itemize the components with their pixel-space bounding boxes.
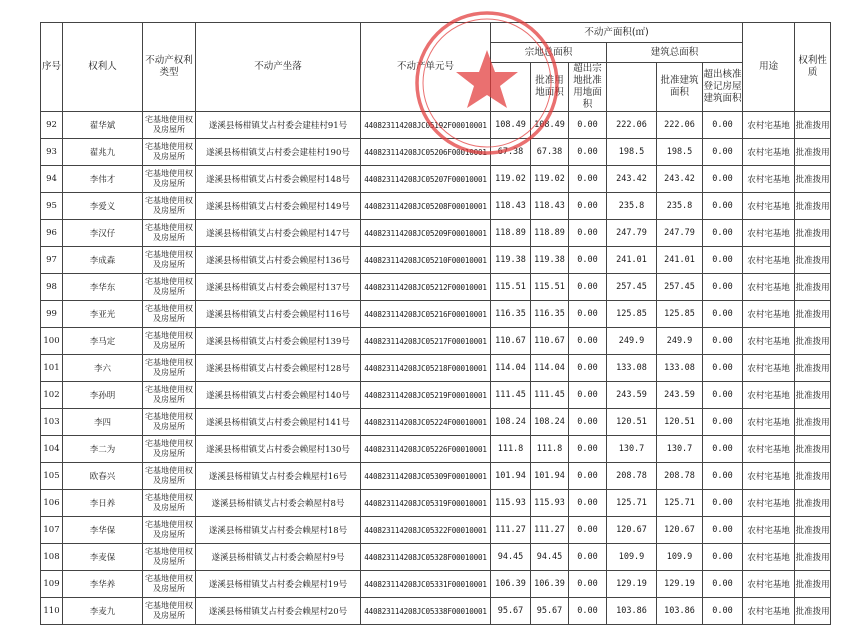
cell-approved-building: 249.9	[657, 328, 703, 355]
cell-nature: 批准拨用	[795, 355, 831, 382]
cell-land-area: 111.27	[491, 517, 531, 544]
cell-excess-land: 0.00	[569, 247, 607, 274]
cell-unit-no: 440823114208JC05206F00010001	[361, 139, 491, 166]
cell-approved-building: 198.5	[657, 139, 703, 166]
cell-approved-land: 118.89	[531, 220, 569, 247]
cell-approved-land: 111.8	[531, 436, 569, 463]
cell-right-type: 宅基地使用权及房屋所	[143, 544, 196, 571]
cell-holder: 李日养	[63, 490, 143, 517]
cell-approved-land: 111.27	[531, 517, 569, 544]
cell-excess-building: 0.00	[703, 436, 743, 463]
cell-location: 遂溪县杨柑镇艾占村委会赖屋村141号	[196, 409, 361, 436]
header-seq: 序号	[41, 23, 63, 112]
cell-excess-land: 0.00	[569, 571, 607, 598]
cell-approved-land: 101.94	[531, 463, 569, 490]
cell-approved-land: 116.35	[531, 301, 569, 328]
cell-excess-building: 0.00	[703, 598, 743, 625]
cell-excess-building: 0.00	[703, 112, 743, 139]
cell-seq: 99	[41, 301, 63, 328]
cell-right-type: 宅基地使用权及房屋所	[143, 274, 196, 301]
cell-usage: 农村宅基地	[743, 409, 795, 436]
cell-nature: 批准拨用	[795, 517, 831, 544]
cell-building-area: 241.01	[607, 247, 657, 274]
table-row	[41, 490, 831, 517]
cell-seq: 97	[41, 247, 63, 274]
cell-excess-building: 0.00	[703, 247, 743, 274]
cell-excess-building: 0.00	[703, 301, 743, 328]
cell-excess-land: 0.00	[569, 274, 607, 301]
cell-seq: 103	[41, 409, 63, 436]
cell-location: 遂溪县杨柑镇艾占村委会赖屋村116号	[196, 301, 361, 328]
cell-building-area: 120.67	[607, 517, 657, 544]
cell-right-type: 宅基地使用权及房屋所	[143, 517, 196, 544]
cell-land-area: 116.35	[491, 301, 531, 328]
cell-usage: 农村宅基地	[743, 598, 795, 625]
cell-land-area: 118.89	[491, 220, 531, 247]
cell-right-type: 宅基地使用权及房屋所	[143, 382, 196, 409]
cell-right-type: 宅基地使用权及房屋所	[143, 328, 196, 355]
cell-right-type: 宅基地使用权及房屋所	[143, 301, 196, 328]
cell-usage: 农村宅基地	[743, 166, 795, 193]
header-nature: 权利性质	[795, 23, 831, 112]
cell-approved-building: 222.06	[657, 112, 703, 139]
cell-approved-land: 119.02	[531, 166, 569, 193]
cell-location: 遂溪县杨柑镇艾占村委会赖屋村130号	[196, 436, 361, 463]
header-land-area: 宗地总面积	[491, 43, 607, 63]
cell-building-area: 208.78	[607, 463, 657, 490]
header-excess-land: 超出宗地批准用地面积	[569, 63, 607, 112]
table-row	[41, 166, 831, 193]
cell-approved-land: 106.39	[531, 571, 569, 598]
cell-approved-building: 208.78	[657, 463, 703, 490]
header-area-group: 不动产面积(㎡)	[491, 23, 743, 43]
cell-holder: 翟华斌	[63, 112, 143, 139]
cell-building-area: 109.9	[607, 544, 657, 571]
cell-land-area: 94.45	[491, 544, 531, 571]
cell-usage: 农村宅基地	[743, 139, 795, 166]
header-unit-no: 不动产单元号	[361, 23, 491, 112]
cell-approved-building: 243.42	[657, 166, 703, 193]
cell-nature: 批准拨用	[795, 409, 831, 436]
cell-approved-building: 243.59	[657, 382, 703, 409]
cell-location: 遂溪县杨柑镇艾占村委会赖屋村139号	[196, 328, 361, 355]
cell-land-area: 110.67	[491, 328, 531, 355]
cell-land-area: 111.8	[491, 436, 531, 463]
cell-right-type: 宅基地使用权及房屋所	[143, 139, 196, 166]
cell-location: 遂溪县杨柑镇艾占村委会赖屋村140号	[196, 382, 361, 409]
cell-building-area: 249.9	[607, 328, 657, 355]
cell-approved-building: 235.8	[657, 193, 703, 220]
cell-holder: 李伟才	[63, 166, 143, 193]
cell-excess-building: 0.00	[703, 166, 743, 193]
cell-excess-land: 0.00	[569, 112, 607, 139]
cell-nature: 批准拨用	[795, 463, 831, 490]
cell-excess-building: 0.00	[703, 274, 743, 301]
cell-unit-no: 440823114208JC05328F00010001	[361, 544, 491, 571]
table-row	[41, 112, 831, 139]
table-body	[41, 112, 831, 625]
table-row	[41, 544, 831, 571]
cell-excess-building: 0.00	[703, 517, 743, 544]
cell-location: 遂溪县杨柑镇艾占村委会赖屋村149号	[196, 193, 361, 220]
cell-usage: 农村宅基地	[743, 517, 795, 544]
cell-nature: 批准拨用	[795, 301, 831, 328]
cell-usage: 农村宅基地	[743, 301, 795, 328]
cell-building-area: 133.08	[607, 355, 657, 382]
cell-approved-land: 111.45	[531, 382, 569, 409]
cell-land-area: 111.45	[491, 382, 531, 409]
cell-seq: 100	[41, 328, 63, 355]
cell-unit-no: 440823114208JC05331F00010001	[361, 571, 491, 598]
cell-right-type: 宅基地使用权及房屋所	[143, 220, 196, 247]
cell-nature: 批准拨用	[795, 247, 831, 274]
cell-location: 遂溪县杨柑镇艾占村委会赖屋村137号	[196, 274, 361, 301]
cell-nature: 批准拨用	[795, 598, 831, 625]
cell-building-area: 120.51	[607, 409, 657, 436]
cell-usage: 农村宅基地	[743, 382, 795, 409]
cell-holder: 李华养	[63, 571, 143, 598]
cell-excess-land: 0.00	[569, 382, 607, 409]
cell-usage: 农村宅基地	[743, 328, 795, 355]
cell-approved-land: 95.67	[531, 598, 569, 625]
cell-approved-building: 133.08	[657, 355, 703, 382]
cell-usage: 农村宅基地	[743, 490, 795, 517]
header-location: 不动产坐落	[196, 23, 361, 112]
cell-location: 遂溪县杨柑镇艾占村委会赖屋村8号	[196, 490, 361, 517]
cell-unit-no: 440823114208JC05217F00010001	[361, 328, 491, 355]
cell-right-type: 宅基地使用权及房屋所	[143, 166, 196, 193]
cell-approved-building: 109.9	[657, 544, 703, 571]
table-row	[41, 571, 831, 598]
cell-location: 遂溪县杨柑镇艾占村委会建桂村190号	[196, 139, 361, 166]
cell-unit-no: 440823114208JC05209F00010001	[361, 220, 491, 247]
cell-usage: 农村宅基地	[743, 220, 795, 247]
cell-unit-no: 440823114208JC05338F00010001	[361, 598, 491, 625]
cell-approved-building: 129.19	[657, 571, 703, 598]
cell-seq: 104	[41, 436, 63, 463]
cell-nature: 批准拨用	[795, 139, 831, 166]
cell-location: 遂溪县杨柑镇艾占村委会赖屋村136号	[196, 247, 361, 274]
cell-excess-land: 0.00	[569, 490, 607, 517]
cell-building-area: 125.85	[607, 301, 657, 328]
cell-approved-land: 67.38	[531, 139, 569, 166]
header-approved-land: 批准用地面积	[531, 63, 569, 112]
table-row	[41, 301, 831, 328]
cell-usage: 农村宅基地	[743, 544, 795, 571]
cell-excess-building: 0.00	[703, 355, 743, 382]
cell-usage: 农村宅基地	[743, 247, 795, 274]
cell-excess-building: 0.00	[703, 571, 743, 598]
cell-excess-land: 0.00	[569, 409, 607, 436]
table-header	[41, 23, 831, 112]
cell-approved-land: 114.04	[531, 355, 569, 382]
cell-land-area: 106.39	[491, 571, 531, 598]
cell-seq: 95	[41, 193, 63, 220]
header-approved-building: 批准建筑面积	[657, 63, 703, 112]
cell-land-area: 108.24	[491, 409, 531, 436]
header-usage: 用途	[743, 23, 795, 112]
cell-land-area: 108.49	[491, 112, 531, 139]
cell-approved-land: 115.51	[531, 274, 569, 301]
cell-building-area: 243.42	[607, 166, 657, 193]
cell-approved-building: 130.7	[657, 436, 703, 463]
cell-nature: 批准拨用	[795, 193, 831, 220]
cell-seq: 105	[41, 463, 63, 490]
cell-building-area: 198.5	[607, 139, 657, 166]
cell-land-area: 115.51	[491, 274, 531, 301]
table-row	[41, 409, 831, 436]
cell-nature: 批准拨用	[795, 112, 831, 139]
cell-unit-no: 440823114208JC05319F00010001	[361, 490, 491, 517]
cell-nature: 批准拨用	[795, 328, 831, 355]
cell-holder: 李麦保	[63, 544, 143, 571]
cell-excess-land: 0.00	[569, 463, 607, 490]
cell-nature: 批准拨用	[795, 166, 831, 193]
cell-approved-building: 257.45	[657, 274, 703, 301]
cell-approved-building: 247.79	[657, 220, 703, 247]
cell-nature: 批准拨用	[795, 436, 831, 463]
cell-approved-land: 108.24	[531, 409, 569, 436]
cell-approved-building: 120.67	[657, 517, 703, 544]
cell-holder: 李华保	[63, 517, 143, 544]
cell-excess-building: 0.00	[703, 220, 743, 247]
cell-excess-building: 0.00	[703, 544, 743, 571]
cell-unit-no: 440823114208JC05309F00010001	[361, 463, 491, 490]
cell-land-area: 101.94	[491, 463, 531, 490]
cell-land-area: 118.43	[491, 193, 531, 220]
header-holder: 权利人	[63, 23, 143, 112]
cell-approved-building: 125.71	[657, 490, 703, 517]
cell-right-type: 宅基地使用权及房屋所	[143, 436, 196, 463]
cell-location: 遂溪县杨柑镇艾占村委会建桂村91号	[196, 112, 361, 139]
cell-right-type: 宅基地使用权及房屋所	[143, 355, 196, 382]
table-row	[41, 274, 831, 301]
cell-unit-no: 440823114208JC05216F00010001	[361, 301, 491, 328]
cell-building-area: 129.19	[607, 571, 657, 598]
cell-excess-land: 0.00	[569, 301, 607, 328]
cell-approved-building: 241.01	[657, 247, 703, 274]
cell-holder: 李孙明	[63, 382, 143, 409]
cell-location: 遂溪县杨柑镇艾占村委会赖屋村128号	[196, 355, 361, 382]
cell-seq: 110	[41, 598, 63, 625]
cell-excess-land: 0.00	[569, 544, 607, 571]
cell-approved-land: 110.67	[531, 328, 569, 355]
table-row	[41, 355, 831, 382]
cell-right-type: 宅基地使用权及房屋所	[143, 409, 196, 436]
cell-building-area: 257.45	[607, 274, 657, 301]
cell-usage: 农村宅基地	[743, 571, 795, 598]
cell-building-area: 247.79	[607, 220, 657, 247]
cell-nature: 批准拨用	[795, 274, 831, 301]
cell-building-area: 222.06	[607, 112, 657, 139]
cell-holder: 李马定	[63, 328, 143, 355]
cell-excess-building: 0.00	[703, 382, 743, 409]
cell-approved-land: 108.49	[531, 112, 569, 139]
cell-unit-no: 440823114208JC05226F00010001	[361, 436, 491, 463]
table-row	[41, 220, 831, 247]
cell-seq: 106	[41, 490, 63, 517]
cell-approved-building: 125.85	[657, 301, 703, 328]
cell-usage: 农村宅基地	[743, 463, 795, 490]
cell-excess-building: 0.00	[703, 193, 743, 220]
cell-unit-no: 440823114208JC05207F00010001	[361, 166, 491, 193]
cell-building-area: 130.7	[607, 436, 657, 463]
cell-excess-building: 0.00	[703, 139, 743, 166]
header-building-area: 建筑总面积	[607, 43, 743, 63]
cell-right-type: 宅基地使用权及房屋所	[143, 247, 196, 274]
cell-location: 遂溪县杨柑镇艾占村委会赖屋村18号	[196, 517, 361, 544]
cell-seq: 93	[41, 139, 63, 166]
cell-unit-no: 440823114208JC05208F00010001	[361, 193, 491, 220]
cell-holder: 李成森	[63, 247, 143, 274]
cell-right-type: 宅基地使用权及房屋所	[143, 598, 196, 625]
cell-building-area: 125.71	[607, 490, 657, 517]
cell-seq: 101	[41, 355, 63, 382]
cell-location: 遂溪县杨柑镇艾占村委会赖屋村147号	[196, 220, 361, 247]
cell-building-area: 103.86	[607, 598, 657, 625]
cell-excess-land: 0.00	[569, 517, 607, 544]
table-row	[41, 598, 831, 625]
table-row	[41, 436, 831, 463]
cell-seq: 92	[41, 112, 63, 139]
cell-right-type: 宅基地使用权及房屋所	[143, 571, 196, 598]
cell-seq: 96	[41, 220, 63, 247]
cell-approved-land: 94.45	[531, 544, 569, 571]
cell-usage: 农村宅基地	[743, 274, 795, 301]
cell-location: 遂溪县杨柑镇艾占村委会赖屋村9号	[196, 544, 361, 571]
cell-land-area: 119.02	[491, 166, 531, 193]
cell-building-area: 235.8	[607, 193, 657, 220]
header-right-type: 不动产权利类型	[143, 23, 196, 112]
cell-usage: 农村宅基地	[743, 193, 795, 220]
cell-excess-land: 0.00	[569, 328, 607, 355]
cell-approved-land: 118.43	[531, 193, 569, 220]
cell-excess-land: 0.00	[569, 193, 607, 220]
cell-excess-building: 0.00	[703, 409, 743, 436]
cell-holder: 李汉仔	[63, 220, 143, 247]
cell-excess-building: 0.00	[703, 490, 743, 517]
cell-seq: 107	[41, 517, 63, 544]
cell-excess-land: 0.00	[569, 220, 607, 247]
cell-holder: 翟兆九	[63, 139, 143, 166]
cell-land-area: 114.04	[491, 355, 531, 382]
cell-land-area: 119.38	[491, 247, 531, 274]
cell-right-type: 宅基地使用权及房屋所	[143, 112, 196, 139]
cell-land-area: 95.67	[491, 598, 531, 625]
cell-seq: 102	[41, 382, 63, 409]
cell-nature: 批准拨用	[795, 382, 831, 409]
cell-location: 遂溪县杨柑镇艾占村委会赖屋村148号	[196, 166, 361, 193]
cell-excess-land: 0.00	[569, 166, 607, 193]
header-excess-building: 超出核准登记房屋建筑面积	[703, 63, 743, 112]
cell-usage: 农村宅基地	[743, 436, 795, 463]
cell-seq: 94	[41, 166, 63, 193]
cell-location: 遂溪县杨柑镇艾占村委会赖屋村19号	[196, 571, 361, 598]
cell-approved-building: 120.51	[657, 409, 703, 436]
table-row	[41, 139, 831, 166]
cell-holder: 欧春兴	[63, 463, 143, 490]
cell-right-type: 宅基地使用权及房屋所	[143, 193, 196, 220]
cell-approved-building: 103.86	[657, 598, 703, 625]
cell-approved-land: 115.93	[531, 490, 569, 517]
cell-holder: 李四	[63, 409, 143, 436]
cell-unit-no: 440823114208JC05212F00010001	[361, 274, 491, 301]
header-total-building	[607, 63, 657, 112]
cell-unit-no: 440823114208JC05192F00010001	[361, 112, 491, 139]
cell-unit-no: 440823114208JC05224F00010001	[361, 409, 491, 436]
cell-right-type: 宅基地使用权及房屋所	[143, 463, 196, 490]
property-register-table	[40, 22, 831, 625]
cell-holder: 李亚光	[63, 301, 143, 328]
register-sheet	[40, 22, 831, 625]
cell-usage: 农村宅基地	[743, 112, 795, 139]
cell-usage: 农村宅基地	[743, 355, 795, 382]
table-row	[41, 247, 831, 274]
table-row	[41, 463, 831, 490]
cell-unit-no: 440823114208JC05218F00010001	[361, 355, 491, 382]
cell-holder: 李麦九	[63, 598, 143, 625]
cell-unit-no: 440823114208JC05219F00010001	[361, 382, 491, 409]
cell-nature: 批准拨用	[795, 544, 831, 571]
header-total-land	[491, 63, 531, 112]
table-row	[41, 193, 831, 220]
cell-holder: 李爱义	[63, 193, 143, 220]
cell-excess-land: 0.00	[569, 139, 607, 166]
cell-seq: 108	[41, 544, 63, 571]
cell-land-area: 115.93	[491, 490, 531, 517]
cell-holder: 李六	[63, 355, 143, 382]
cell-seq: 109	[41, 571, 63, 598]
cell-nature: 批准拨用	[795, 220, 831, 247]
cell-holder: 李二为	[63, 436, 143, 463]
cell-location: 遂溪县杨柑镇艾占村委会赖屋村16号	[196, 463, 361, 490]
cell-right-type: 宅基地使用权及房屋所	[143, 490, 196, 517]
cell-excess-land: 0.00	[569, 598, 607, 625]
cell-nature: 批准拨用	[795, 490, 831, 517]
cell-unit-no: 440823114208JC05322F00010001	[361, 517, 491, 544]
table-row	[41, 517, 831, 544]
cell-seq: 98	[41, 274, 63, 301]
cell-building-area: 243.59	[607, 382, 657, 409]
cell-approved-land: 119.38	[531, 247, 569, 274]
cell-location: 遂溪县杨柑镇艾占村委会赖屋村20号	[196, 598, 361, 625]
cell-unit-no: 440823114208JC05210F00010001	[361, 247, 491, 274]
cell-holder: 李华东	[63, 274, 143, 301]
cell-excess-land: 0.00	[569, 436, 607, 463]
cell-land-area: 67.38	[491, 139, 531, 166]
table-row	[41, 328, 831, 355]
cell-excess-building: 0.00	[703, 463, 743, 490]
cell-excess-building: 0.00	[703, 328, 743, 355]
cell-nature: 批准拨用	[795, 571, 831, 598]
cell-excess-land: 0.00	[569, 355, 607, 382]
table-row	[41, 382, 831, 409]
